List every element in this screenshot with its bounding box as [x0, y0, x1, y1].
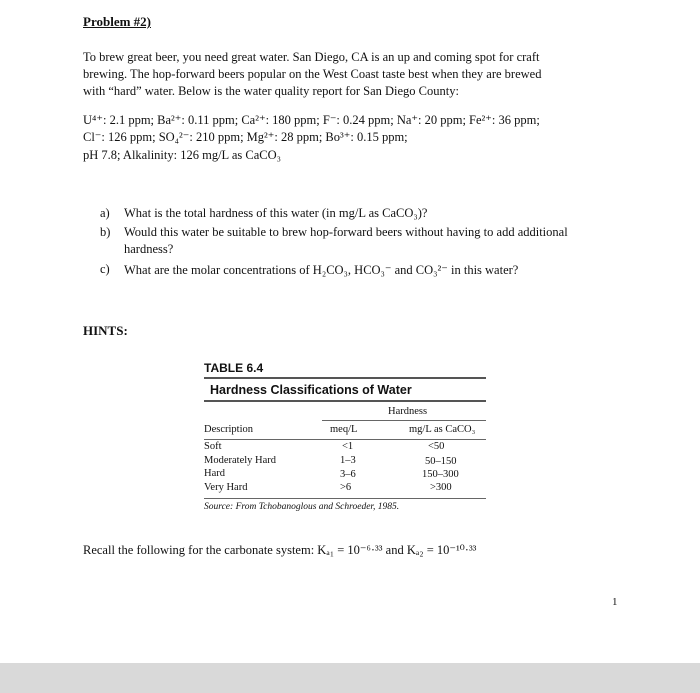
- table-title: Hardness Classifications of Water: [210, 383, 412, 397]
- table-row-hard-description: Hard: [204, 468, 225, 479]
- water-report-line-3: pH 7.8; Alkalinity: 126 mg/L as CaCO₃: [83, 148, 281, 162]
- table-row-hard-meq: 3–6: [340, 469, 356, 480]
- question-b-text-line-1: Would this water be suitable to brew hop-forward beers without having to add additional: [124, 225, 568, 239]
- table-row-moderate-meq: 1–3: [340, 455, 356, 466]
- intro-line-2: brewing. The hop-forward beers popular on the West Coast taste best when they are brewed: [83, 67, 542, 81]
- water-report-line-2: Cl⁻: 126 ppm; SO₄²⁻: 210 ppm; Mg²⁺: 28 ppm; Bo³⁺: 0.15 ppm;: [83, 130, 408, 144]
- table-row-moderate-mgl: 50–150: [425, 456, 457, 467]
- table-row-soft-meq: <1: [342, 441, 354, 452]
- table-header-rule: [204, 439, 486, 440]
- table-caption: TABLE 6.4: [204, 361, 264, 375]
- table-row-very-hard-description: Very Hard: [204, 482, 248, 493]
- table-row-soft-description: Soft: [204, 441, 222, 452]
- intro-line-1: To brew great beer, you need great water. San Diego, CA is an up and coming spot for craft: [83, 50, 540, 64]
- question-c-marker: c): [100, 262, 110, 276]
- table-row-very-hard-meq: >6: [340, 482, 352, 493]
- table-top-rule: [204, 377, 486, 379]
- question-c-text: What are the molar concentrations of H₂CO₃, HCO₃⁻ and CO₃²⁻ in this water?: [124, 263, 519, 277]
- viewer-bottom-bar: [0, 663, 700, 693]
- table-group-rule: [322, 420, 486, 421]
- table-col-meq: meq/L: [330, 424, 358, 435]
- table-col-description: Description: [204, 424, 253, 435]
- page-number: 1: [612, 596, 618, 608]
- table-row-hard-mgl: 150–300: [422, 469, 459, 480]
- table-row-very-hard-mgl: >300: [430, 482, 452, 493]
- question-b-text-line-2: hardness?: [124, 242, 174, 256]
- hints-heading: HINTS:: [83, 323, 128, 338]
- question-a-marker: a): [100, 206, 110, 220]
- question-a-text: What is the total hardness of this water (in mg/L as CaCO₃)?: [124, 206, 428, 220]
- table-bottom-rule: [204, 498, 486, 499]
- table-col-mgl: mg/L as CaCO₃: [409, 424, 476, 435]
- question-b-marker: b): [100, 225, 111, 239]
- table-row-soft-mgl: <50: [428, 441, 445, 452]
- table-group-header: Hardness: [388, 406, 428, 417]
- water-report-line-1: U⁴⁺: 2.1 ppm; Ba²⁺: 0.11 ppm; Ca²⁺: 180 ppm; F⁻: 0.24 ppm; Na⁺: 20 ppm; Fe²⁺: 36 ppm;: [83, 113, 540, 127]
- table-source-note: Source: From Tchobanoglous and Schroeder, 1985.: [204, 502, 400, 512]
- table-title-rule: [204, 400, 486, 402]
- table-row-moderate-description: Moderately Hard: [204, 455, 277, 466]
- carbonate-recall-text: Recall the following for the carbonate system: Kₐ₁ = 10⁻⁶·³³ and Kₐ₂ = 10⁻¹⁰·³³: [83, 543, 477, 557]
- intro-line-3: with “hard” water. Below is the water quality report for San Diego County:: [83, 84, 459, 98]
- problem-title: Problem #2): [83, 14, 151, 29]
